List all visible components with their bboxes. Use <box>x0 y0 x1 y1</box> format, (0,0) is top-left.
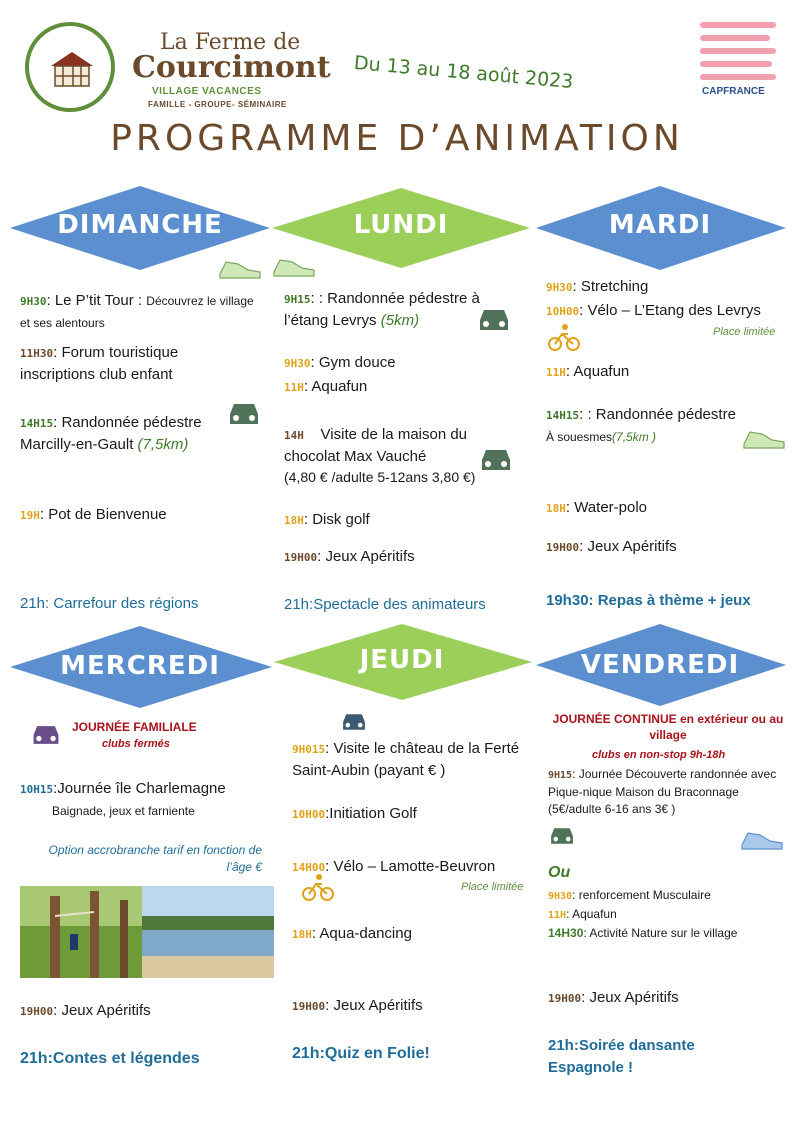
bicycle-icon <box>302 872 334 902</box>
dimanche-event-1: 9H30: Le P’tit Tour : Découvrez le village et ses alentours <box>20 292 254 330</box>
lundi-event-3: 11H: Aquafun <box>284 378 368 395</box>
mercredi-event-1: 10H15:Journée île Charlemagne <box>20 780 226 797</box>
car-icon <box>30 722 62 748</box>
day-vendredi: VENDREDI <box>580 650 740 680</box>
vendredi-event-3: 11H: Aquafun <box>548 907 617 921</box>
car-icon <box>226 400 262 428</box>
mardi-event-6: 19H00: Jeux Apéritifs <box>546 538 677 555</box>
capfrance-label: CAPFRANCE <box>702 86 765 97</box>
mardi-limited-note: Place limitée <box>713 326 776 338</box>
day-lundi: LUNDI <box>353 210 449 240</box>
jeudi-limited-note: Place limitée <box>461 881 524 893</box>
brand-subtitle: VILLAGE VACANCES <box>152 86 262 97</box>
mercredi-evening: 21h:Contes et légendes <box>20 1050 200 1067</box>
date-range: Du 13 au 18 août 2023 <box>353 52 575 94</box>
car-icon <box>476 306 512 334</box>
car-icon <box>548 824 576 848</box>
vendredi-event-1: 9H15: Journée Découverte randonnée avec Pique-nique Maison du Braconnage (5€/adulte 6-16 ans 3€ ) <box>548 767 777 816</box>
jeudi-event-2: 10H00:Initiation Golf <box>292 805 417 822</box>
lundi-event-5: 18H: Disk golf <box>284 511 370 528</box>
day-dimanche: DIMANCHE <box>57 210 223 240</box>
vendredi-event-5: 19H00: Jeux Apéritifs <box>548 989 679 1006</box>
bicycle-icon <box>548 322 580 352</box>
lundi-event-2: 9H30: Gym douce <box>284 354 396 371</box>
mardi-event-1: 9H30: Stretching <box>546 278 649 295</box>
mardi-event-3: 11H: Aquafun <box>546 363 630 380</box>
day-mardi: MARDI <box>608 210 712 240</box>
mardi-evening: 19h30: Repas à thème + jeux <box>546 592 751 609</box>
mercredi-event-1-detail: Baignade, jeux et farniente <box>52 804 195 818</box>
brand-tagline: FAMILLE - GROUPE- SÉMINAIRE <box>148 100 287 109</box>
dimanche-event-4: 19H: Pot de Bienvenue <box>20 506 167 523</box>
brand-line-1: La Ferme de <box>160 30 301 55</box>
village-logo <box>25 22 115 112</box>
brand-name: Courcimont <box>132 50 331 85</box>
mercredi-option-note: Option accrobranche tarif en fonction de l’âge € <box>48 843 262 874</box>
mardi-event-2: 10H00: Vélo – L’Etang des Levrys <box>546 302 761 319</box>
vendredi-evening: 21h:Soirée dansante Espagnole ! <box>548 1037 695 1076</box>
car-icon <box>478 446 514 474</box>
mardi-event-4: 14H15: : Randonnée pédestre À souesmes(7,5km ) <box>546 406 736 444</box>
jeudi-event-5: 19H00: Jeux Apéritifs <box>292 997 423 1014</box>
farmhouse-icon <box>49 50 95 88</box>
shoe-icon <box>272 256 316 278</box>
dimanche-event-3: 14H15: Randonnée pédestre Marcilly-en-Gault (7,5km) <box>20 414 202 453</box>
jeudi-evening: 21h:Quiz en Folie! <box>292 1045 430 1062</box>
dimanche-event-2: 11H30: Forum touristique inscriptions club enfant <box>20 344 179 383</box>
vendredi-subline: clubs en non-stop 9h-18h <box>592 749 726 761</box>
lundi-event-4: 14H Visite de la maison du chocolat Max Vauché (4,80 € /adulte 5-12ans 3,80 €) <box>284 426 476 485</box>
lundi-evening: 21h:Spectacle des animateurs <box>284 596 486 613</box>
dimanche-evening: 21h: Carrefour des régions <box>20 595 199 612</box>
vendredi-headline: JOURNÉE CONTINUE en extérieur ou au village <box>552 712 784 742</box>
lundi-event-6: 19H00: Jeux Apéritifs <box>284 548 415 565</box>
vendredi-event-4: 14H30: Activité Nature sur le village <box>548 926 738 940</box>
lundi-event-1: 9H15: : Randonnée pédestre à l’étang Levrys (5km) <box>284 290 480 329</box>
accrobranche-photo <box>20 886 142 978</box>
jeudi-event-3: 14H00: Vélo – Lamotte-Beuvron <box>292 858 496 875</box>
mercredi-event-2: 19H00: Jeux Apéritifs <box>20 1002 151 1019</box>
mercredi-subline: clubs fermés <box>102 738 170 750</box>
vendredi-or: Ou <box>548 864 571 881</box>
jeudi-event-4: 18H: Aqua-dancing <box>292 925 412 942</box>
lake-photo <box>142 886 274 978</box>
page-title: PROGRAMME D’ANIMATION <box>110 118 684 159</box>
shoe-icon <box>742 428 786 450</box>
car-icon <box>340 710 368 734</box>
mardi-event-5: 18H: Water-polo <box>546 499 648 516</box>
jeudi-event-1: 9H015: Visite le château de la Ferté Saint-Aubin (payant € ) <box>292 740 520 779</box>
mercredi-headline: JOURNÉE FAMILIALE <box>72 720 197 734</box>
day-jeudi: JEUDI <box>359 645 445 675</box>
vendredi-event-2: 9H30: renforcement Musculaire <box>548 888 711 902</box>
shoe-icon <box>218 258 262 280</box>
day-mercredi: MERCREDI <box>60 651 220 681</box>
shoe-icon <box>740 828 784 852</box>
capfrance-logo <box>700 20 780 104</box>
